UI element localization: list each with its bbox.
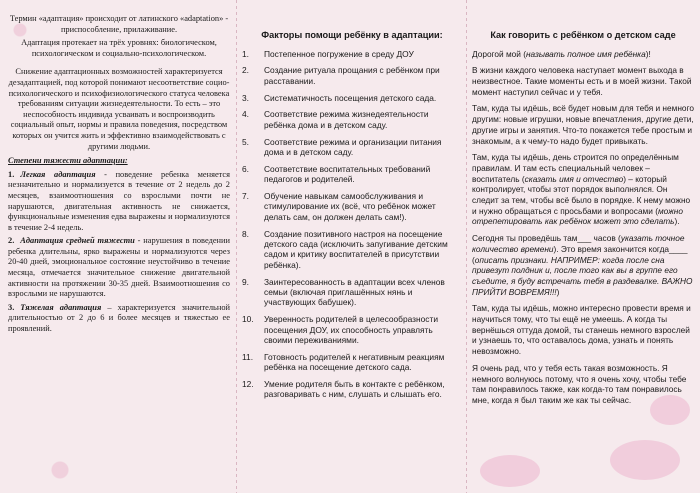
fold-line	[466, 0, 467, 493]
list-item: 11. Готовность родителей к негативным реакциям ребёнка на посещение детского сада.	[242, 351, 445, 373]
list-item: 2. Создание ритуала прощания с ребёнком при расставании.	[242, 65, 440, 86]
factors-list	[242, 49, 462, 400]
list-item: 6. Соответствие воспитательных требований педагогов и родителей.	[242, 163, 431, 185]
list-item: 1. Постепенное погружение в среду ДОУ	[242, 48, 414, 59]
talk-paragraph: Сегодня ты проведёшь там___ часов (указать точное количество времени). Это время закончится когда____ (описать признаки. НАПРИМЕР: когда после сна привезут полдник и, после того как вы в группе его съедите, я буду встречать тебя в раздевалке. ВАЖНО ПРИЙТИ ВОВРЕМЯ!!!)	[472, 233, 693, 297]
talk-column	[472, 8, 694, 490]
intro-paragraph: Снижение адаптационных возможностей характеризуется дезадаптацией, под которой понимают несоответствие социо-психологического и психофизиологического статуса человека требованиям ситуации жизнедеятельности. То есть – это неспособность индивида усваивать и воспроизводить социальный опыт, нормы и правила поведения, посредством которых он учится жить и эффективно взаимодействовать с другими людьми.	[8, 67, 230, 151]
list-item: 9. Заинтересованность в адаптации всех членов семьи (включая приглашённых нянь и участвующих бабушек).	[242, 276, 445, 308]
talk-paragraph: Там, куда ты идёшь, всё будет новым для тебя и немного другим: новые игрушки, новые впечатления, другие дети, другие игры и занятия. Что-то покажется тебе простым и знакомым, а к чему-то надо будет привыкать.	[472, 103, 694, 146]
talk-paragraph: Там, куда ты идёшь, день строится по определённым правилам. И там есть специальный человек – воспитатель (сказать имя и отчество) – который контролирует, чтобы этот порядок выполнялся. Он следит за тем, чтобы всё было в порядке. К нему можно и нужно обращаться с просьбами и вопросами (можно отрепетировать как ребёнок может это сделать).	[472, 152, 691, 227]
list-item: 5. Соответствие режима и организации питания дома и в детском саду.	[242, 136, 442, 157]
factors-column	[242, 8, 462, 488]
adaptation-column	[8, 8, 230, 488]
list-item: 8. Создание позитивного настроя на посещение детского сада (исключить запугивание детским садом и критику воспитателей в присутствии ребёнка).	[242, 228, 448, 270]
list-item: 10. Уверенность родителей в целесообразности посещения ДОУ, их способность управлять своими переживаниями.	[242, 314, 439, 346]
talk-paragraph: Дорогой мой (называть полное имя ребёнка)!	[472, 48, 651, 59]
degree-item: 2. Адаптация средней тяжести - нарушения в поведении ребенка длительны, ярко выражены и нормализуются через 20-40 дней, эмоциональное состояние неустойчиво в течение месяца, отмечается значительное снижение двигательной активности на протяжении 30-35 дней. Взаимоотношения со взрослыми не нарушаются.	[8, 236, 230, 299]
intro-paragraph: Адаптация протекает на трёх уровнях: биологическом, психологическом и социально-психологическом.	[21, 38, 217, 58]
degree-title: Адаптация средней тяжести	[20, 236, 135, 246]
list-item: 4. Соответствие режима жизнедеятельности ребёнка дома и в детском саду.	[242, 109, 429, 130]
factors-title: Факторы помощи ребёнку в адаптации:	[261, 30, 443, 40]
talk-title: Как говорить с ребёнком о детском саде	[490, 30, 676, 40]
talk-paragraph: Я очень рад, что у тебя есть такая возможность. Я немного волнуюсь потому, что я очень хочу, чтобы тебе там понравилось также, как когда-то там понравилось мне, когда я был таким же как ты сейчас.	[472, 362, 687, 405]
talk-paragraph: В жизни каждого человека наступает момент выхода в неизвестное. Такие моменты есть и в моей жизни. Такой момент наступил сейчас и у тебя.	[472, 65, 692, 97]
list-item: 7. Обучение навыкам самообслуживания и стимулирование их (всё, что ребёнок может делать сам, он должен делать сам!).	[242, 191, 436, 222]
fold-line	[236, 0, 237, 493]
list-item: 12. Умение родителя быть в контакте с ребёнком, разговаривать с ним, слушать и слышать его.	[242, 379, 445, 400]
list-item: 3. Систематичность посещения детского сада.	[242, 92, 437, 103]
degree-item: 1. Легкая адаптация - поведение ребенка меняется незначительно и нормализуется в течение от 2 недель до 2 месяцев, взаимоотношения со взрослыми почти не нарушаются, двигательная активность не снижается, функциональные изменения едва выражены и нормализуются в течение 2-4 недель.	[8, 169, 230, 232]
intro-paragraph: Термин «адаптация» происходит от латинского «adaptation» - приспособление, прилаживание.	[9, 14, 229, 34]
degrees-heading: Степени тяжести адаптации:	[8, 156, 128, 166]
degree-title: Тяжелая адаптация	[20, 302, 102, 312]
talk-paragraph: Там, куда ты идёшь, можно интересно провести время и научиться тому, что ты ещё не умеешь. А когда ты вернёшься оттуда домой, ты станешь немного взрослей и узнаешь то, что оставалось дома, узнать и понять невозможно.	[472, 303, 691, 357]
degree-title: Легкая адаптация	[20, 169, 96, 179]
degree-item: 3. Тяжелая адаптация – характеризуется значительной длительностью от 2 до 6 и более месяцев и тяжестью ее проявлений.	[8, 302, 230, 334]
